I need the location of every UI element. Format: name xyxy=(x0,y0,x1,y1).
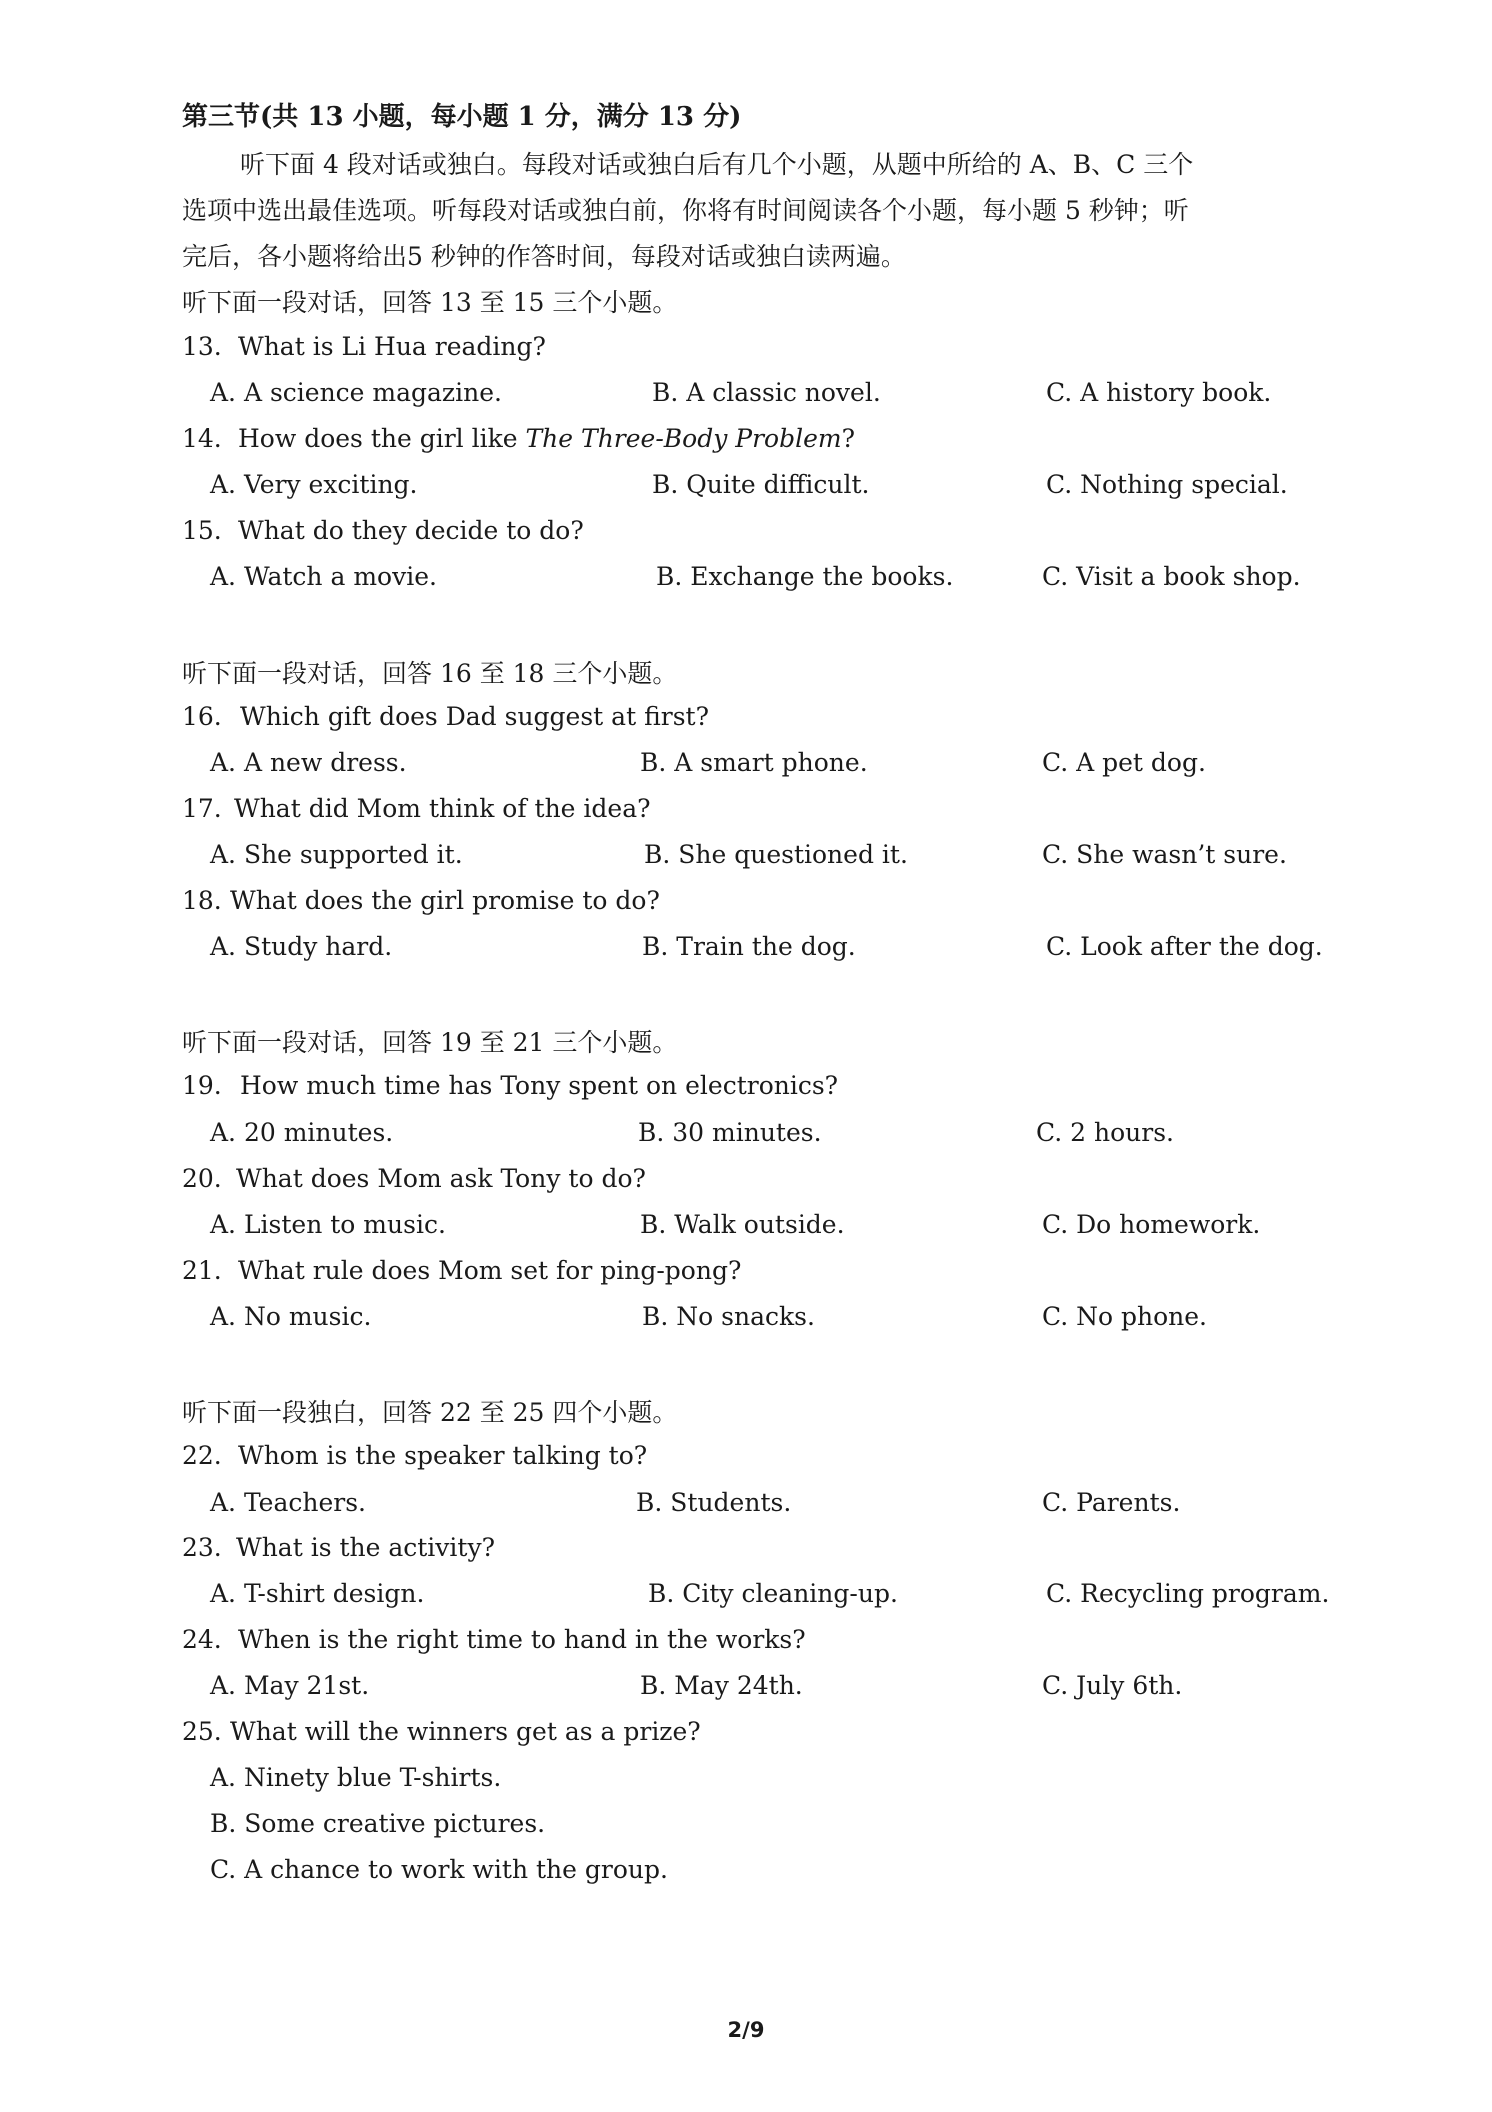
option-a: A. Ninety blue T-shirts. xyxy=(210,1763,502,1792)
page-number: 2/9 xyxy=(727,2018,765,2042)
option-a: A. 20 minutes. xyxy=(210,1118,394,1147)
question-20 xyxy=(0,1159,1492,1199)
intro-text-1: 听下面 4 段对话或独白。每段对话或独白后有几个小题，从题中所给的 A、B、C 三个 xyxy=(240,150,1194,179)
option-c: C. Visit a book shop. xyxy=(1042,562,1301,591)
question-number: 25. xyxy=(182,1717,222,1746)
question-21 xyxy=(0,1251,1492,1291)
option-b: B. A smart phone. xyxy=(640,748,868,777)
question-13 xyxy=(0,327,1492,367)
group-title-text: 听下面一段对话，回答 19 至 21 三个小题。 xyxy=(182,1028,678,1057)
question-text: What is the activity? xyxy=(236,1533,495,1562)
question-number: 20. xyxy=(182,1164,222,1193)
option-b: B. Quite difficult. xyxy=(652,470,870,499)
group-title-text: 听下面一段独白，回答 22 至 25 四个小题。 xyxy=(182,1398,678,1427)
options-14 xyxy=(0,465,1492,505)
question-number: 16. xyxy=(182,702,222,731)
question-23 xyxy=(0,1528,1492,1568)
option-c: C. A history book. xyxy=(1046,378,1272,407)
option-c: C. A pet dog. xyxy=(1042,748,1206,777)
option-c: C. Parents. xyxy=(1042,1488,1181,1517)
question-number: 24. xyxy=(182,1625,222,1654)
question-text: What do they decide to do? xyxy=(238,516,584,545)
option-c: C. July 6th. xyxy=(1042,1671,1183,1700)
option-a: A. No music. xyxy=(210,1302,372,1331)
question-25 xyxy=(0,1712,1492,1752)
options-15 xyxy=(0,557,1492,597)
intro-line-1 xyxy=(0,145,1492,185)
group-title-text: 听下面一段对话，回答 13 至 15 三个小题。 xyxy=(182,288,678,317)
option-25-b xyxy=(0,1804,1492,1844)
option-b: B. Students. xyxy=(636,1488,792,1517)
question-text: Whom is the speaker talking to? xyxy=(238,1441,648,1470)
group-title-text: 听下面一段对话，回答 16 至 18 三个小题。 xyxy=(182,659,678,688)
question-19 xyxy=(0,1066,1492,1106)
question-18 xyxy=(0,881,1492,921)
option-b: B. Walk outside. xyxy=(640,1210,845,1239)
question-number: 15. xyxy=(182,516,222,545)
option-b: B. Some creative pictures. xyxy=(210,1809,546,1838)
option-a: A. A science magazine. xyxy=(210,378,502,407)
option-c: C. 2 hours. xyxy=(1036,1118,1174,1147)
question-24 xyxy=(0,1620,1492,1660)
question-text-pre: How does the girl like xyxy=(238,424,526,453)
question-number: 13. xyxy=(182,332,222,361)
option-b: B. No snacks. xyxy=(642,1302,815,1331)
option-a: A. Watch a movie. xyxy=(210,562,437,591)
options-24 xyxy=(0,1666,1492,1706)
section-heading: 第三节(共 13 小题，每小题 1 分，满分 13 分) xyxy=(182,102,742,132)
intro-line-2 xyxy=(0,191,1492,231)
option-c: C. Do homework. xyxy=(1042,1210,1261,1239)
option-b: B. Exchange the books. xyxy=(656,562,954,591)
question-text: What will the winners get as a prize? xyxy=(230,1717,701,1746)
option-b: B. 30 minutes. xyxy=(638,1118,822,1147)
intro-text-2: 选项中选出最佳选项。听每段对话或独白前，你将有时间阅读各个小题，每小题 5 秒钟；听 xyxy=(182,196,1189,225)
option-c: C. A chance to work with the group. xyxy=(210,1855,668,1884)
option-c: C. Look after the dog. xyxy=(1046,932,1323,961)
question-number: 21. xyxy=(182,1256,222,1285)
question-17 xyxy=(0,789,1492,829)
question-text: What is Li Hua reading? xyxy=(238,332,546,361)
option-b: B. She questioned it. xyxy=(644,840,908,869)
option-a: A. She supported it. xyxy=(210,840,463,869)
option-b: B. May 24th. xyxy=(640,1671,803,1700)
option-a: A. May 21st. xyxy=(210,1671,370,1700)
option-c: C. Nothing special. xyxy=(1046,470,1288,499)
question-text xyxy=(238,419,855,459)
intro-text-3: 完后，各小题将给出5 秒钟的作答时间，每段对话或独白读两遍。 xyxy=(182,242,906,271)
question-15 xyxy=(0,511,1492,551)
question-text: Which gift does Dad suggest at first? xyxy=(240,702,709,731)
options-22 xyxy=(0,1483,1492,1523)
question-text: What did Mom think of the idea? xyxy=(234,794,651,823)
question-16 xyxy=(0,697,1492,737)
option-a: A. Very exciting. xyxy=(210,470,418,499)
group-title-1 xyxy=(0,283,1492,323)
options-16 xyxy=(0,743,1492,783)
option-c: C. She wasn’t sure. xyxy=(1042,840,1287,869)
question-number: 19. xyxy=(182,1071,222,1100)
options-13 xyxy=(0,373,1492,413)
question-22 xyxy=(0,1436,1492,1476)
group-title-2 xyxy=(0,654,1492,694)
question-text: What does Mom ask Tony to do? xyxy=(236,1164,646,1193)
options-23 xyxy=(0,1574,1492,1614)
intro-line-3 xyxy=(0,237,1492,277)
option-25-c xyxy=(0,1850,1492,1890)
option-c: C. No phone. xyxy=(1042,1302,1208,1331)
option-b: B. A classic novel. xyxy=(652,378,881,407)
group-title-3 xyxy=(0,1023,1492,1063)
question-number: 17. xyxy=(182,794,222,823)
group-title-4 xyxy=(0,1393,1492,1433)
options-21 xyxy=(0,1297,1492,1337)
options-19 xyxy=(0,1113,1492,1153)
options-18 xyxy=(0,927,1492,967)
option-a: A. Study hard. xyxy=(210,932,393,961)
option-c: C. Recycling program. xyxy=(1046,1579,1330,1608)
question-text: When is the right time to hand in the works? xyxy=(238,1625,806,1654)
question-number: 22. xyxy=(182,1441,222,1470)
question-14 xyxy=(0,419,1492,459)
option-b: B. Train the dog. xyxy=(642,932,856,961)
option-a: A. Teachers. xyxy=(210,1488,367,1517)
book-title: The Three-Body Problem xyxy=(525,424,842,453)
option-a: A. T-shirt design. xyxy=(210,1579,425,1608)
question-number: 18. xyxy=(182,886,222,915)
option-a: A. Listen to music. xyxy=(210,1210,446,1239)
question-number: 14. xyxy=(182,424,222,453)
question-text: How much time has Tony spent on electronics? xyxy=(240,1071,839,1100)
options-17 xyxy=(0,835,1492,875)
question-text-post: ? xyxy=(841,424,856,453)
option-a: A. A new dress. xyxy=(210,748,407,777)
option-25-a xyxy=(0,1758,1492,1798)
question-number: 23. xyxy=(182,1533,222,1562)
options-20 xyxy=(0,1205,1492,1245)
option-b: B. City cleaning-up. xyxy=(648,1579,898,1608)
question-text: What does the girl promise to do? xyxy=(230,886,660,915)
question-text: What rule does Mom set for ping-pong? xyxy=(238,1256,742,1285)
section-heading-line xyxy=(0,97,1492,137)
